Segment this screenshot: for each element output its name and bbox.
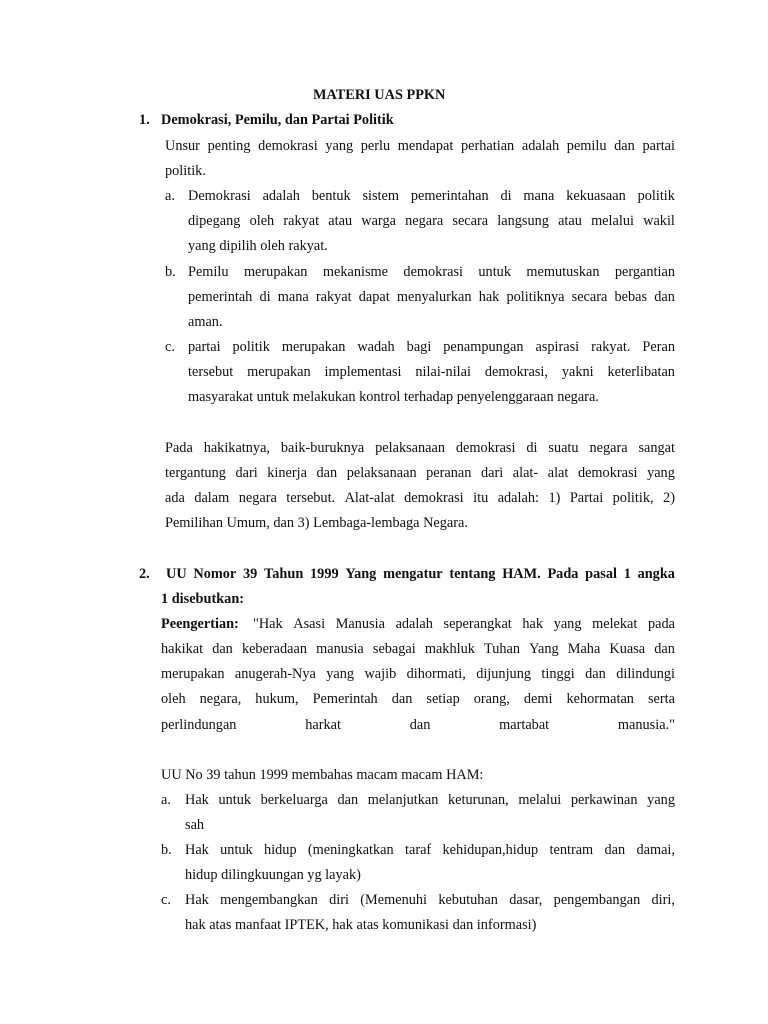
word: rakyat bbox=[315, 289, 352, 305]
word: dan bbox=[604, 842, 626, 858]
word: Pada bbox=[165, 440, 193, 456]
list-item-line: hidup dilingkuungan yg layak) bbox=[185, 867, 361, 883]
word: mekanisme bbox=[322, 264, 388, 280]
word: pada bbox=[648, 616, 675, 632]
definition-line bbox=[161, 716, 675, 734]
word: Pemilu bbox=[188, 264, 229, 280]
word: setiap bbox=[426, 691, 460, 707]
word: negara bbox=[238, 490, 277, 506]
word: pemerintah bbox=[188, 289, 253, 305]
word: oleh bbox=[161, 691, 186, 707]
word: Tahun bbox=[264, 566, 304, 582]
word: tentram bbox=[549, 842, 594, 858]
section-2-number: 2. bbox=[139, 566, 150, 582]
word: dan bbox=[337, 792, 359, 808]
word: warga bbox=[361, 213, 396, 229]
word: negara bbox=[589, 440, 628, 456]
word: dari bbox=[480, 465, 504, 481]
word: keturunan, bbox=[448, 792, 509, 808]
word: merupakan bbox=[243, 264, 308, 280]
word: secara bbox=[452, 213, 489, 229]
word: tergantung bbox=[165, 465, 226, 481]
word: pasal bbox=[585, 566, 617, 582]
word: politik bbox=[637, 188, 675, 204]
word: diri bbox=[329, 892, 349, 908]
word: sebagai bbox=[372, 641, 416, 657]
list-item-line bbox=[185, 891, 675, 909]
word: Kuasa bbox=[609, 641, 646, 657]
word: Tuhan bbox=[483, 641, 521, 657]
word: di bbox=[526, 440, 538, 456]
word: martabat bbox=[499, 717, 550, 733]
word: demi bbox=[523, 691, 553, 707]
paragraph-line: Pemilihan Umum, dan 3) Lembaga-lembaga Negara. bbox=[165, 515, 468, 531]
word: pelaksanaan bbox=[346, 465, 417, 481]
word: tentang bbox=[449, 566, 496, 582]
word: Demokrasi bbox=[188, 188, 251, 204]
word: itu bbox=[473, 490, 489, 506]
section-1-number: 1. bbox=[139, 112, 150, 128]
word: sangat bbox=[638, 440, 675, 456]
definition-line bbox=[161, 665, 675, 683]
word: mana bbox=[523, 188, 555, 204]
word: adalah bbox=[395, 616, 433, 632]
word: negara, bbox=[199, 691, 242, 707]
word: hakikatnya, bbox=[203, 440, 270, 456]
word: Maha bbox=[567, 641, 601, 657]
word: perlu bbox=[360, 138, 391, 154]
word: demokrasi bbox=[258, 138, 318, 154]
word: merupakan bbox=[161, 666, 225, 682]
word: dan bbox=[654, 289, 675, 305]
word: melalui bbox=[518, 792, 562, 808]
word: partai bbox=[642, 138, 675, 154]
word: untuk bbox=[478, 264, 511, 280]
word: pengembangan bbox=[553, 892, 641, 908]
list-item-line: hak atas manfaat IPTEK, hak atas komunikasi dan informasi) bbox=[185, 917, 537, 933]
paragraph-line bbox=[165, 489, 675, 507]
word: dan bbox=[391, 691, 413, 707]
word: 1) bbox=[548, 490, 561, 506]
word: makhluk bbox=[424, 641, 475, 657]
word: mendapat bbox=[397, 138, 454, 154]
word: Hak bbox=[185, 892, 209, 908]
word: yang bbox=[553, 616, 582, 632]
word: di bbox=[259, 289, 271, 305]
word: melekat bbox=[592, 616, 638, 632]
word: alat bbox=[547, 465, 569, 481]
word: hak bbox=[522, 616, 544, 632]
word: dan bbox=[614, 138, 635, 154]
word: demokrasi bbox=[455, 440, 516, 456]
word: pelaksanaan bbox=[375, 440, 446, 456]
word: Pemerintah bbox=[312, 691, 378, 707]
word: demokrasi bbox=[403, 264, 463, 280]
word: negara bbox=[405, 213, 444, 229]
list-item-line bbox=[188, 363, 675, 381]
word: 2) bbox=[663, 490, 675, 506]
word: angka bbox=[637, 566, 675, 582]
word: alat- bbox=[512, 465, 539, 481]
word: kehormatan bbox=[566, 691, 634, 707]
list-item-marker: b. bbox=[161, 842, 172, 858]
word: dan bbox=[316, 465, 338, 481]
word: atau bbox=[328, 213, 353, 229]
list-item-line: sah bbox=[185, 817, 205, 833]
word: merupakan bbox=[281, 339, 346, 355]
word: perlindungan bbox=[161, 717, 237, 733]
word: HAM. bbox=[502, 566, 541, 582]
word: Yang bbox=[529, 641, 559, 657]
word: dari bbox=[235, 465, 258, 481]
word: Hak bbox=[185, 792, 209, 808]
word: hidup bbox=[264, 842, 297, 858]
list-item-marker: a. bbox=[161, 792, 171, 808]
section-1-heading: Demokrasi, Pemilu, dan Partai Politik bbox=[161, 112, 394, 128]
word: wajib bbox=[364, 666, 397, 682]
word: adalah: bbox=[497, 490, 539, 506]
word: yang bbox=[326, 666, 355, 682]
word: untuk bbox=[218, 792, 252, 808]
word: taraf bbox=[405, 842, 432, 858]
word: Alat-alat bbox=[344, 490, 395, 506]
word: Manusia bbox=[335, 616, 385, 632]
word: rakyat bbox=[283, 213, 320, 229]
word: mana bbox=[277, 289, 309, 305]
word: oleh bbox=[249, 213, 275, 229]
word: demokrasi bbox=[404, 490, 464, 506]
paragraph-line bbox=[165, 464, 675, 482]
word: penting bbox=[207, 138, 251, 154]
word: Asasi bbox=[293, 616, 326, 632]
list-item-line bbox=[188, 288, 675, 306]
word: dasar, bbox=[509, 892, 543, 908]
word: 1999 bbox=[310, 566, 339, 582]
word: Hak bbox=[185, 842, 209, 858]
word: wadah bbox=[357, 339, 395, 355]
word: (meningkatkan bbox=[307, 842, 394, 858]
word: berkeluarga bbox=[260, 792, 328, 808]
word: Nomor bbox=[193, 566, 237, 582]
word: tersebut bbox=[188, 364, 234, 380]
word: bebas bbox=[614, 289, 648, 305]
word: dan bbox=[654, 641, 675, 657]
word: melanjutkan bbox=[367, 792, 439, 808]
word: adalah bbox=[262, 188, 300, 204]
definition-line bbox=[253, 615, 675, 633]
word: di bbox=[500, 188, 512, 204]
word: keterlibatan bbox=[607, 364, 675, 380]
word: hak bbox=[478, 289, 500, 305]
word: implementasi bbox=[324, 364, 402, 380]
word: Peran bbox=[642, 339, 675, 355]
word: kebutuhan bbox=[438, 892, 498, 908]
word: suatu bbox=[548, 440, 579, 456]
word: rakyat. bbox=[591, 339, 631, 355]
word: untuk bbox=[220, 842, 253, 858]
word: "Hak bbox=[253, 616, 283, 632]
word: dijunjung bbox=[476, 666, 531, 682]
word: 39 bbox=[243, 566, 258, 582]
word: dan bbox=[212, 641, 233, 657]
word: wakil bbox=[643, 213, 675, 229]
word: atau bbox=[558, 213, 582, 229]
word: politiknya bbox=[506, 289, 565, 305]
word: pemilu bbox=[566, 138, 607, 154]
word: merupakan bbox=[247, 364, 311, 380]
word: secara bbox=[571, 289, 608, 305]
word: yang bbox=[325, 138, 354, 154]
list-item-marker: a. bbox=[165, 188, 175, 204]
word: kekuasaan bbox=[566, 188, 626, 204]
word: kehidupan,hidup bbox=[442, 842, 539, 858]
word: orang, bbox=[473, 691, 510, 707]
section-1-intro-line bbox=[165, 137, 675, 155]
list-item-line bbox=[188, 187, 675, 205]
list-item-line: aman. bbox=[188, 314, 223, 330]
word: tersebut. bbox=[286, 490, 336, 506]
word: dihormati, bbox=[406, 666, 466, 682]
word: politik, bbox=[612, 490, 654, 506]
word: pergantian bbox=[614, 264, 675, 280]
list-item-line: yang dipilih oleh rakyat. bbox=[188, 238, 328, 254]
definition-line bbox=[161, 640, 675, 658]
word: manusia bbox=[316, 641, 364, 657]
word: bagi bbox=[406, 339, 432, 355]
word: penampungan bbox=[443, 339, 524, 355]
word: hukum, bbox=[255, 691, 299, 707]
word: 1 bbox=[623, 566, 631, 582]
list-item-line bbox=[185, 791, 675, 809]
word: partai bbox=[188, 339, 221, 355]
word: hakikat bbox=[161, 641, 204, 657]
word: anugerah-Nya bbox=[234, 666, 316, 682]
word: memutuskan bbox=[526, 264, 600, 280]
word: dapat bbox=[358, 289, 390, 305]
word: aspirasi bbox=[535, 339, 580, 355]
word: baik-buruknya bbox=[280, 440, 365, 456]
word: politik bbox=[232, 339, 270, 355]
word: mengembangkan bbox=[220, 892, 318, 908]
word: perhatian bbox=[461, 138, 515, 154]
word: (Memenuhi bbox=[360, 892, 427, 908]
word: serta bbox=[647, 691, 675, 707]
word: yakni bbox=[561, 364, 594, 380]
word: harkat bbox=[305, 717, 341, 733]
word: tinggi bbox=[541, 666, 575, 682]
page-title: MATERI UAS PPKN bbox=[313, 87, 446, 103]
section-2-heading bbox=[166, 565, 675, 583]
list-item-line bbox=[188, 338, 675, 356]
word: menyalurkan bbox=[396, 289, 472, 305]
word: damai, bbox=[636, 842, 675, 858]
word: ada bbox=[165, 490, 185, 506]
word: adalah bbox=[521, 138, 560, 154]
word: dan bbox=[585, 666, 606, 682]
word: yang bbox=[647, 792, 675, 808]
word: bentuk bbox=[311, 188, 351, 204]
word: Unsur bbox=[165, 138, 200, 154]
word: diri, bbox=[651, 892, 675, 908]
list-item-marker: b. bbox=[165, 264, 176, 280]
list-item-marker: c. bbox=[165, 339, 175, 355]
word: Partai bbox=[569, 490, 604, 506]
word: mengatur bbox=[383, 566, 443, 582]
paragraph-line bbox=[165, 439, 675, 457]
word: manusia." bbox=[617, 717, 675, 733]
word: dalam bbox=[194, 490, 230, 506]
word: nilai-nilai bbox=[415, 364, 471, 380]
word: demokrasi bbox=[577, 465, 638, 481]
word: dilindungi bbox=[616, 666, 675, 682]
word: keberadaan bbox=[241, 641, 308, 657]
word: demokrasi, bbox=[484, 364, 548, 380]
list-item-line bbox=[188, 212, 675, 230]
list-item-line bbox=[188, 263, 675, 281]
list-item-marker: c. bbox=[161, 892, 171, 908]
list-intro: UU No 39 tahun 1999 membahas macam macam HAM: bbox=[161, 767, 484, 783]
word: perkawinan bbox=[570, 792, 638, 808]
word: Pada bbox=[547, 566, 579, 582]
word: dipegang bbox=[188, 213, 241, 229]
section-1-intro-line: politik. bbox=[165, 163, 206, 179]
word: seperangkat bbox=[443, 616, 512, 632]
word: peranan bbox=[426, 465, 472, 481]
word: UU bbox=[166, 566, 187, 582]
list-item-line bbox=[185, 841, 675, 859]
list-item-line: masyarakat untuk melakukan kontrol terhadap penyelenggaraan negara. bbox=[188, 389, 599, 405]
word: yang bbox=[647, 465, 675, 481]
definition-line bbox=[161, 690, 675, 708]
word: langsung bbox=[497, 213, 549, 229]
definition-label: Peengertian: bbox=[161, 616, 239, 632]
word: melalui bbox=[591, 213, 634, 229]
word: pemerintahan bbox=[410, 188, 489, 204]
word: sistem bbox=[362, 188, 399, 204]
section-2-heading: 1 disebutkan: bbox=[161, 591, 245, 607]
word: kinerja bbox=[267, 465, 307, 481]
word: Yang bbox=[345, 566, 377, 582]
word: dan bbox=[409, 717, 431, 733]
